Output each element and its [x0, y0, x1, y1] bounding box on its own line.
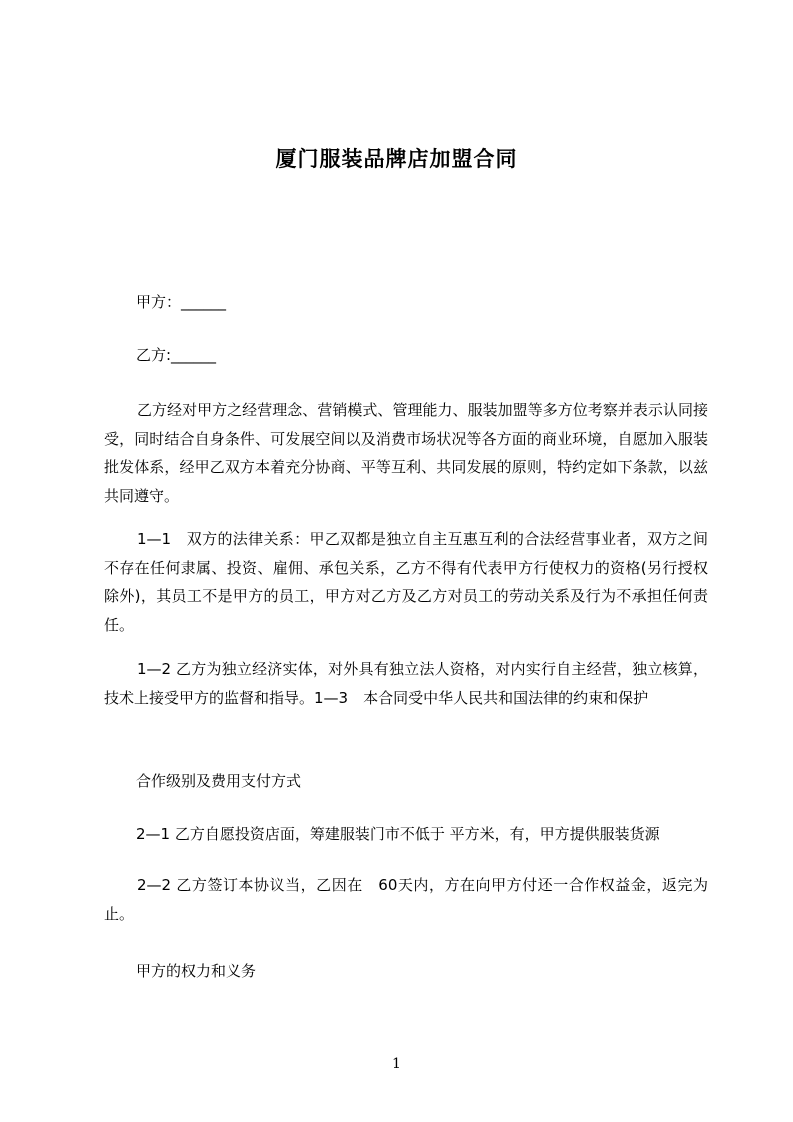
party-a-line: 甲方：______: [136, 293, 227, 311]
section-heading-cooperation: 合作级别及费用支付方式: [136, 772, 302, 790]
section-heading-rights: 甲方的权力和义务: [136, 962, 257, 980]
document-title: 厦门服装品牌店加盟合同: [275, 147, 518, 171]
clause-1-1-paragraph: 1—1 双方的法律关系：甲乙双都是独立自主互惠互利的合法经营事业者，双方之间不存在任何隶属、投资、雇佣、承包关系，乙方不得有代表甲方行使权力的资格(另行授权除外)，其员工不是甲方的员工，甲方对乙方及乙方对员工的劳动关系及行为不承担任何责任。: [104, 530, 708, 634]
page-number: 1: [392, 1056, 401, 1072]
clause-2-1-line: 2—1 乙方自愿投资店面，筹建服装门市不低于 平方米，有，甲方提供服装货源: [136, 825, 660, 843]
party-b-line: 乙方:______: [136, 346, 217, 364]
clause-2-2-paragraph: 2—2 乙方签订本协议当，乙因在 60天内，方在向甲方付还一合作权益金，返完为止。: [104, 876, 708, 923]
preamble-paragraph: 乙方经对甲方之经营理念、营销模式、管理能力、服装加盟等多方位考察并表示认同接受，同时结合自身条件、可发展空间以及消费市场状况等各方面的商业环境，自愿加入服装批发体系，经甲乙双方本着充分协商、平等互利、共同发展的原则，特约定如下条款，以兹共同遵守。: [104, 401, 708, 505]
clause-1-2-paragraph: 1—2 乙方为独立经济实体，对外具有独立法人资格，对内实行自主经营，独立核算，技术上接受甲方的监督和指导。1—3 本合同受中华人民共和国法律的约束和保护: [104, 660, 708, 707]
